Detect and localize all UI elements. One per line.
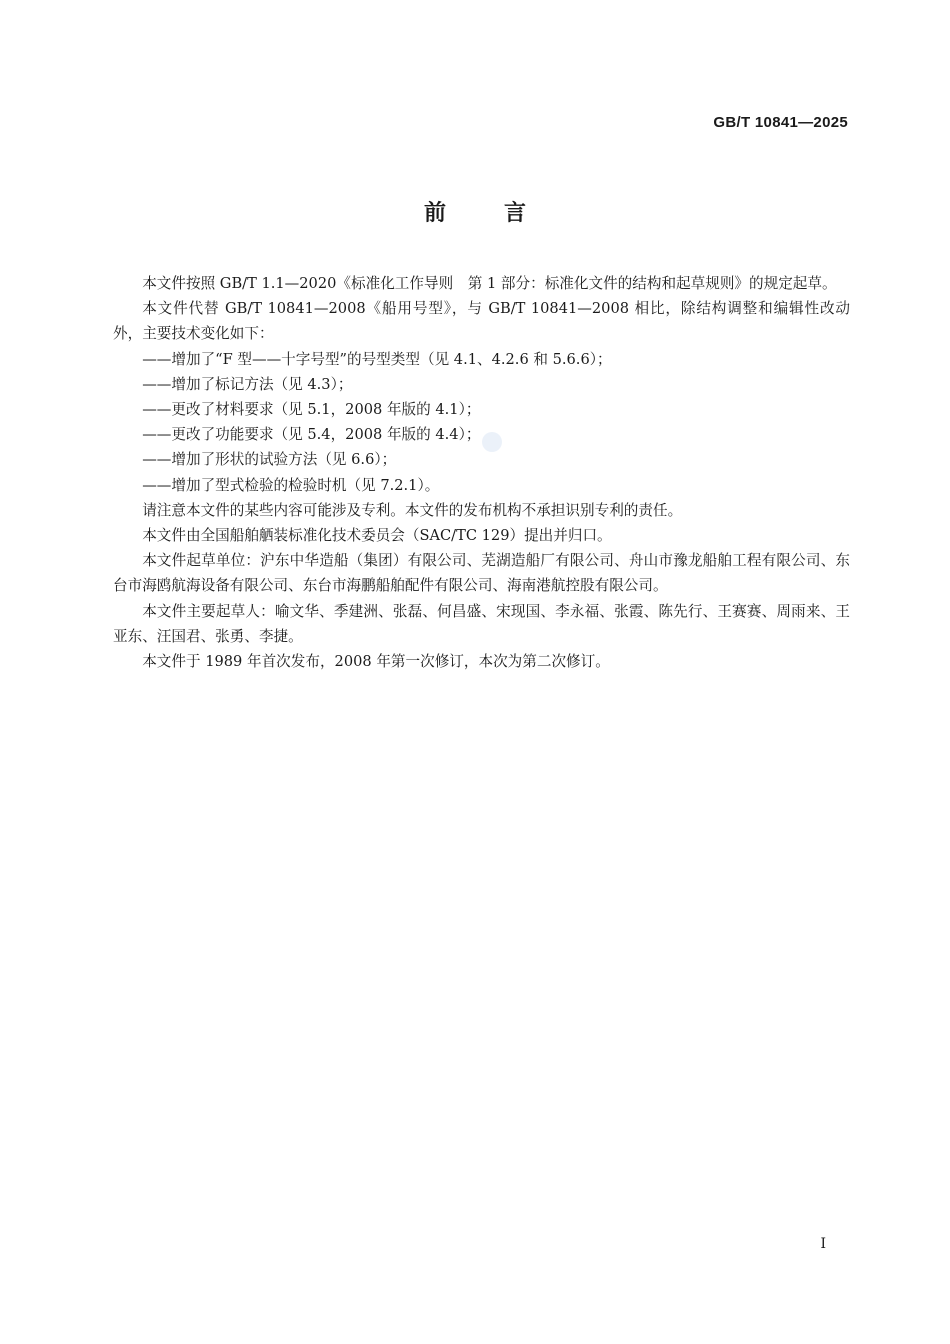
foreword-body bbox=[113, 271, 850, 674]
watermark-logo bbox=[482, 432, 502, 452]
paragraph-drafting-units: 本文件起草单位：沪东中华造船（集团）有限公司、芜湖造船厂有限公司、舟山市豫龙船舶工程有限公司、东台市海鸥航海设备有限公司、东台市海鹏船舶配件有限公司、海南港航控股有限公司。 bbox=[113, 552, 850, 595]
paragraph-drafting-rules: 本文件按照 GB/T 1.1—2020《标准化工作导则 第 1 部分：标准化文件的结构和起草规则》的规定起草。 bbox=[142, 275, 837, 292]
standard-code: GB/T 10841—2025 bbox=[713, 114, 848, 131]
paragraph-replacement: 本文件代替 GB/T 10841—2008《船用号型》，与 GB/T 10841—2008 相比，除结构调整和编辑性改动外，主要技术变化如下： bbox=[113, 300, 850, 343]
change-item: ——更改了材料要求（见 5.1，2008 年版的 4.1）； bbox=[142, 401, 481, 419]
change-item: ——增加了标记方法（见 4.3）； bbox=[142, 375, 353, 393]
paragraph-patent-notice: 请注意本文件的某些内容可能涉及专利。本文件的发布机构不承担识别专利的责任。 bbox=[142, 501, 683, 519]
change-item: ——增加了“F 型——十字号型”的号型类型（见 4.1、4.2.6 和 5.6.6）； bbox=[142, 350, 612, 368]
paragraph-history: 本文件于 1989 年首次发布，2008 年第一次修订，本次为第二次修订。 bbox=[142, 653, 610, 671]
change-item: ——增加了形状的试验方法（见 6.6）； bbox=[142, 451, 397, 469]
page-title: 前言 bbox=[423, 201, 584, 226]
page-number: I bbox=[820, 1236, 826, 1252]
change-item: ——增加了型式检验的检验时机（见 7.2.1）。 bbox=[142, 476, 440, 494]
paragraph-drafters: 本文件主要起草人：喻文华、季建洲、张磊、何昌盛、宋现国、李永福、张霞、陈先行、王赛赛、周雨来、王亚东、汪国君、张勇、李捷。 bbox=[113, 602, 850, 645]
change-item: ——更改了功能要求（见 5.4，2008 年版的 4.4）； bbox=[142, 426, 481, 444]
paragraph-committee: 本文件由全国船舶舾装标准化技术委员会（SAC/TC 129）提出并归口。 bbox=[142, 527, 612, 545]
